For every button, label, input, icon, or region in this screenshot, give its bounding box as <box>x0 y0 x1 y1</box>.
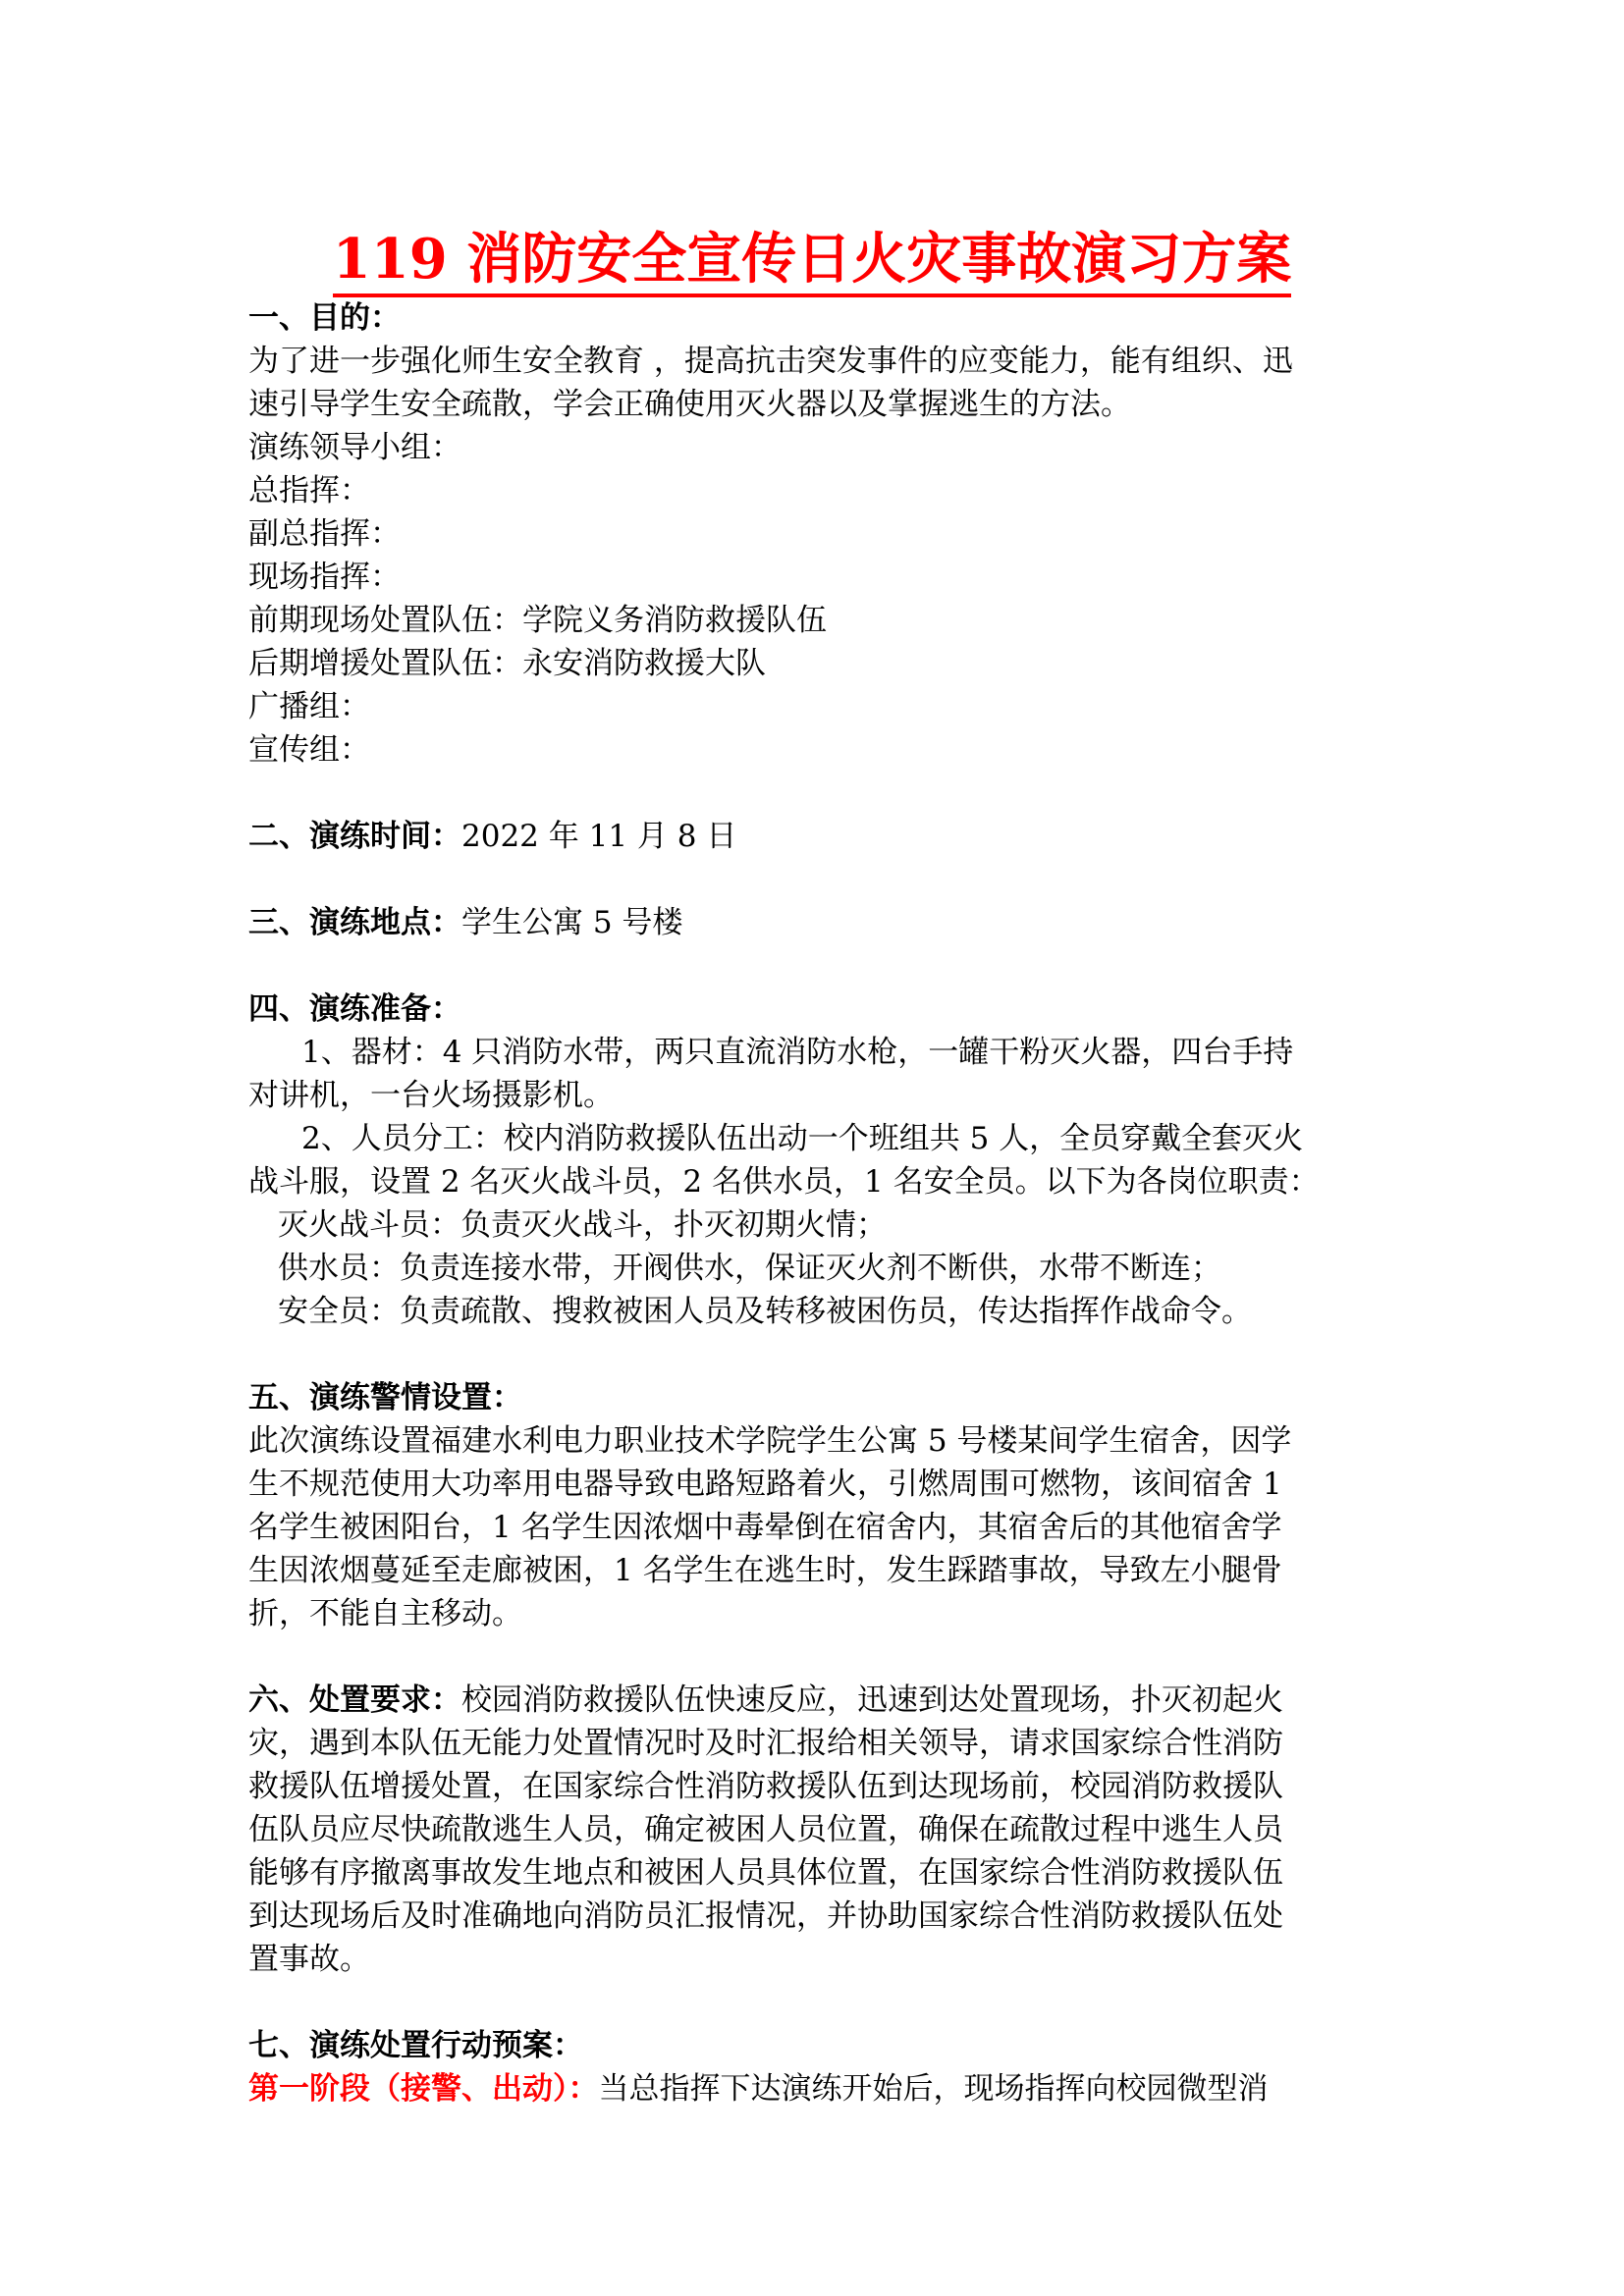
requirements-line: 灾，遇到本队伍无能力处置情况时及时汇报给相关领导，请求国家综合性消防 <box>248 1726 1283 1761</box>
requirements-line: 置事故。 <box>248 1942 370 1977</box>
drill-location-value: 学生公寓 5 号楼 <box>461 905 683 940</box>
requirements-line: 能够有序撤离事故发生地点和被困人员具体位置，在国家综合性消防救援队伍 <box>248 1855 1283 1891</box>
equipment-line-cont: 对讲机，一台火场摄影机。 <box>248 1078 614 1113</box>
document-title-text: 119 消防安全宣传日火灾事故演习方案 <box>333 227 1291 297</box>
site-commander-label: 现场指挥： <box>248 560 401 595</box>
section-4-heading: 四、演练准备： <box>248 991 461 1027</box>
deputy-commander-label: 副总指挥： <box>248 516 401 552</box>
section-1-heading: 一、目的： <box>248 300 401 336</box>
document-body <box>248 296 1387 2110</box>
staffing-line-cont: 战斗服，设置 2 名灭火战斗员，2 名供水员，1 名安全员。以下为各岗位职责： <box>248 1164 1320 1200</box>
scenario-line: 生不规范使用大功率用电器导致电路短路着火，引燃周围可燃物，该间宿舍 1 <box>248 1467 1282 1502</box>
section-1-paragraph-line: 为了进一步强化师生安全教育 ，提高抗击突发事件的应变能力，能有组织、迅 <box>248 344 1293 379</box>
stage-1-label: 第一阶段（接警、出动）： <box>248 2071 599 2107</box>
commander-label: 总指挥： <box>248 473 370 508</box>
section-2-line <box>248 815 1387 858</box>
requirements-text: 校园消防救援队伍快速反应，迅速到达处置现场，扑灭初起火 <box>461 1682 1283 1718</box>
requirements-line: 到达现场后及时准确地向消防员汇报情况，并协助国家综合性消防救援队伍处 <box>248 1898 1283 1934</box>
requirements-line: 伍队员应尽快疏散逃生人员，确定被困人员位置，确保在疏散过程中逃生人员 <box>248 1812 1283 1847</box>
scenario-line: 生因浓烟蔓延至走廊被困，1 名学生在逃生时，发生踩踏事故，导致左小腿骨 <box>248 1553 1282 1588</box>
section-7-heading: 七、演练处置行动预案： <box>248 2028 583 2063</box>
late-team-line: 后期增援处置队伍：永安消防救援大队 <box>248 646 766 681</box>
scenario-line: 折，不能自主移动。 <box>248 1596 522 1631</box>
stage-1-line <box>248 2067 1387 2110</box>
publicity-group-label: 宣传组： <box>248 732 370 768</box>
section-1-paragraph-line: 速引导学生安全疏散，学会正确使用灭火器以及掌握逃生的方法。 <box>248 387 1131 422</box>
section-3-line <box>248 901 1387 944</box>
stage-1-text: 当总指挥下达演练开始后，现场指挥向校园微型消 <box>598 2071 1269 2107</box>
firefighter-duty-line: 灭火战斗员：负责灭火战斗，扑灭初期火情； <box>278 1207 887 1243</box>
scenario-line: 此次演练设置福建水利电力职业技术学院学生公寓 5 号楼某间学生宿舍，因学 <box>248 1423 1292 1459</box>
staffing-line: 2、人员分工：校内消防救援队伍出动一个班组共 5 人，全员穿戴全套灭火 <box>301 1121 1304 1156</box>
scenario-line: 名学生被困阳台，1 名学生因浓烟中毒晕倒在宿舍内，其宿舍后的其他宿舍学 <box>248 1510 1282 1545</box>
section-5-heading: 五、演练警情设置： <box>248 1380 522 1415</box>
leader-group-label: 演练领导小组： <box>248 430 461 465</box>
broadcast-group-label: 广播组： <box>248 689 370 724</box>
water-supply-duty-line: 供水员：负责连接水带，开阀供水，保证灭火剂不断供，水带不断连； <box>278 1251 1221 1286</box>
section-6-heading: 六、处置要求： <box>248 1682 461 1718</box>
section-3-heading: 三、演练地点： <box>248 905 461 940</box>
equipment-line: 1、器材：4 只消防水带，两只直流消防水枪，一罐干粉灭火器，四台手持 <box>301 1035 1294 1070</box>
section-2-heading: 二、演练时间： <box>248 819 461 854</box>
drill-time-value: 2022 年 11 月 8 日 <box>461 819 737 854</box>
requirements-line: 救援队伍增援处置，在国家综合性消防救援队伍到达现场前，校园消防救援队 <box>248 1769 1283 1804</box>
safety-officer-duty-line: 安全员：负责疏散、搜救被困人员及转移被困伤员，传达指挥作战命令。 <box>278 1294 1252 1329</box>
section-6-line <box>248 1679 1387 1722</box>
early-team-line: 前期现场处置队伍：学院义务消防救援队伍 <box>248 603 827 638</box>
document-title <box>0 224 1624 294</box>
